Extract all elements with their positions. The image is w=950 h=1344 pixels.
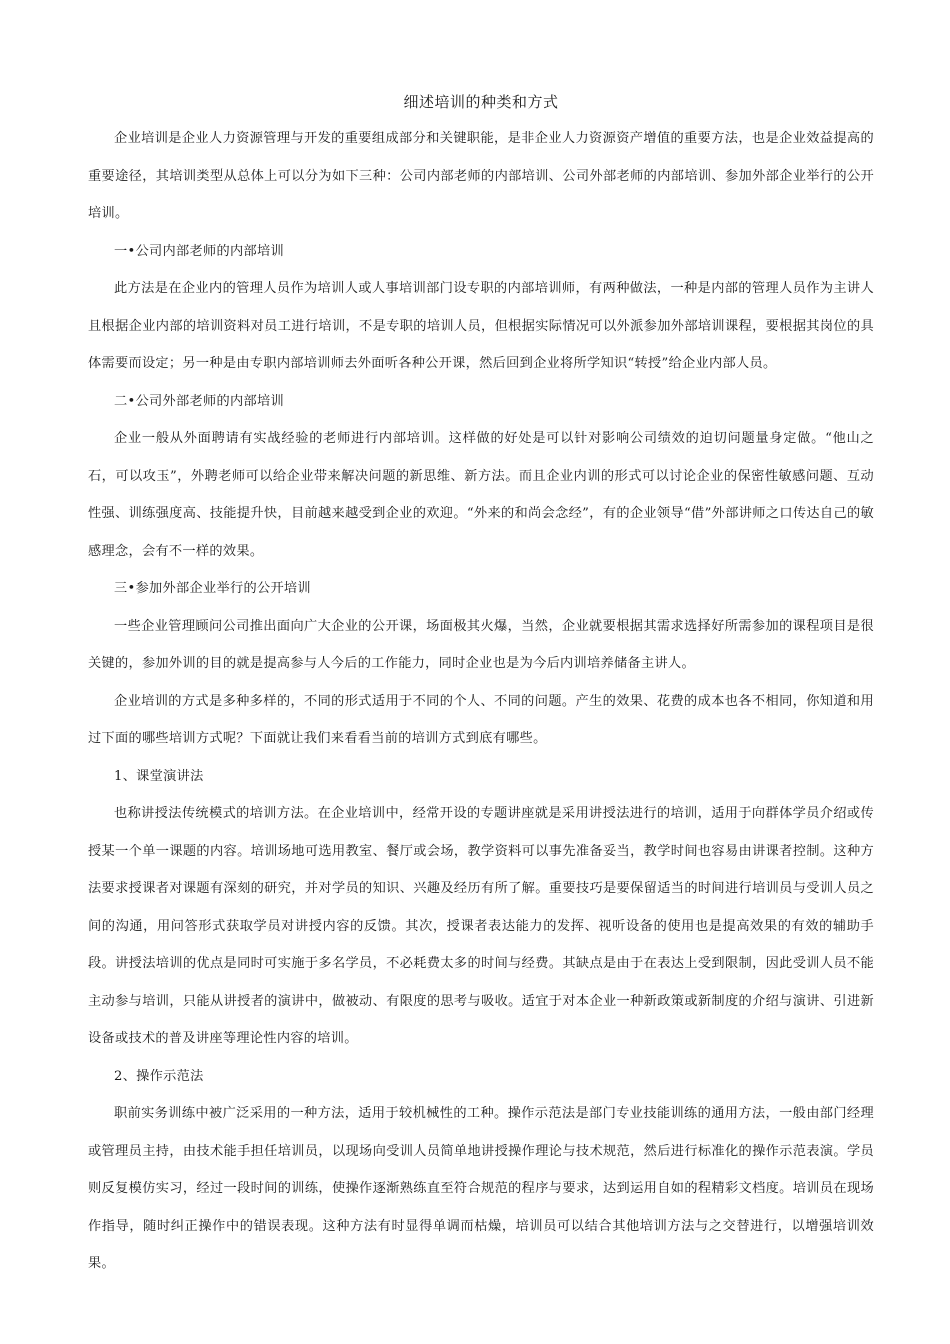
section-heading-1: 一•公司内部老师的内部培训 (114, 243, 284, 259)
paragraph-lecture-method: 也称讲授法传统模式的培训方法。在企业培训中，经常开设的专题讲座就是采用讲授法进行的培训，适用于向群体学员介绍或传授某一个单一课题的内容。培训场地可选用教室、餐厅或会场，教学资料可以事先准备妥当，教学时间也容易由讲课者控制。这种方法要求授课者对课题有深刻的研究，并对学员的知识、兴趣及经历有所了解。重要技巧是要保留适当的时间进行培训员与受训人员之间的沟通，用问答形式获取学员对讲授内容的反馈。其次，授课者表达能力的发挥、视听设备的使用也是提高效果的有效的辅助手段。讲授法培训的优点是同时可实施于多名学员，不必耗费太多的时间与经费。其缺点是由于在表达上受到限制，因此受训人员不能主动参与培训，只能从讲授者的演讲中，做被动、有限度的思考与吸收。适宜于对本企业一种新政策或新制度的介绍与演讲、引进新设备或技术的普及讲座等理论性内容的培训。 (88, 806, 874, 1046)
paragraph-public-training: 一些企业管理顾问公司推出面向广大企业的公开课，场面极其火爆，当然，企业就要根据其需求选择好所需参加的课程项目是很关键的，参加外训的目的就是提高参与人今后的工作能力，同时企业也是为今后内训培养储备主讲人。 (88, 618, 874, 671)
document-page (88, 88, 874, 1283)
paragraph-training-methods: 企业培训的方式是多种多样的，不同的形式适用于不同的个人、不同的问题。产生的效果、花费的成本也各不相同，你知道和用过下面的哪些培训方式呢？下面就让我们来看看当前的培训方式到底有哪些。 (88, 693, 874, 746)
paragraph-internal-trainer: 此方法是在企业内的管理人员作为培训人或人事培训部门设专职的内部培训师，有两种做法，一种是内部的管理人员作为主讲人且根据企业内部的培训资料对员工进行培训，不是专职的培训人员，但根据实际情况可以外派参加外部培训课程，要根据其岗位的具体需要而设定；另一种是由专职内部培训师去外面听各种公开课，然后回到企业将所学知识“转授”给企业内部人员。 (88, 281, 874, 371)
method-heading-1: 1、课堂演讲法 (114, 768, 204, 784)
page-title: 细述培训的种类和方式 (403, 93, 559, 111)
section-heading-2: 二•公司外部老师的内部培训 (114, 393, 284, 409)
paragraph-demonstration-method: 职前实务训练中被广泛采用的一种方法，适用于较机械性的工种。操作示范法是部门专业技能训练的通用方法，一般由部门经理或管理员主持，由技术能手担任培训员，以现场向受训人员简单地讲授操作理论与技术规范，然后进行标准化的操作示范表演。学员则反复模仿实习，经过一段时间的训练，使操作逐渐熟练直至符合规范的程序与要求，达到运用自如的程精彩文档度。培训员在现场作指导，随时纠正操作中的错误表现。这种方法有时显得单调而枯燥，培训员可以结合其他培训方法与之交替进行，以增强培训效果。 (88, 1106, 874, 1271)
method-heading-2: 2、操作示范法 (114, 1068, 204, 1084)
paragraph-intro: 企业培训是企业人力资源管理与开发的重要组成部分和关键职能，是非企业人力资源资产增值的重要方法，也是企业效益提高的重要途径，其培训类型从总体上可以分为如下三种：公司内部老师的内部培训、公司外部老师的内部培训、参加外部企业举行的公开培训。 (88, 131, 874, 221)
section-heading-3: 三•参加外部企业举行的公开培训 (114, 581, 311, 596)
paragraph-external-trainer: 企业一般从外面聘请有实战经验的老师进行内部培训。这样做的好处是可以针对影响公司绩效的迫切问题量身定做。“他山之石，可以攻玉”，外聘老师可以给企业带来解决问题的新思维、新方法。而且企业内训的形式可以讨论企业的保密性敏感问题、互动性强、训练强度高、技能提升快，目前越来越受到企业的欢迎。“外来的和尚会念经”，有的企业领导“借”外部讲师之口传达自己的敏感理念，会有不一样的效果。 (88, 431, 874, 559)
